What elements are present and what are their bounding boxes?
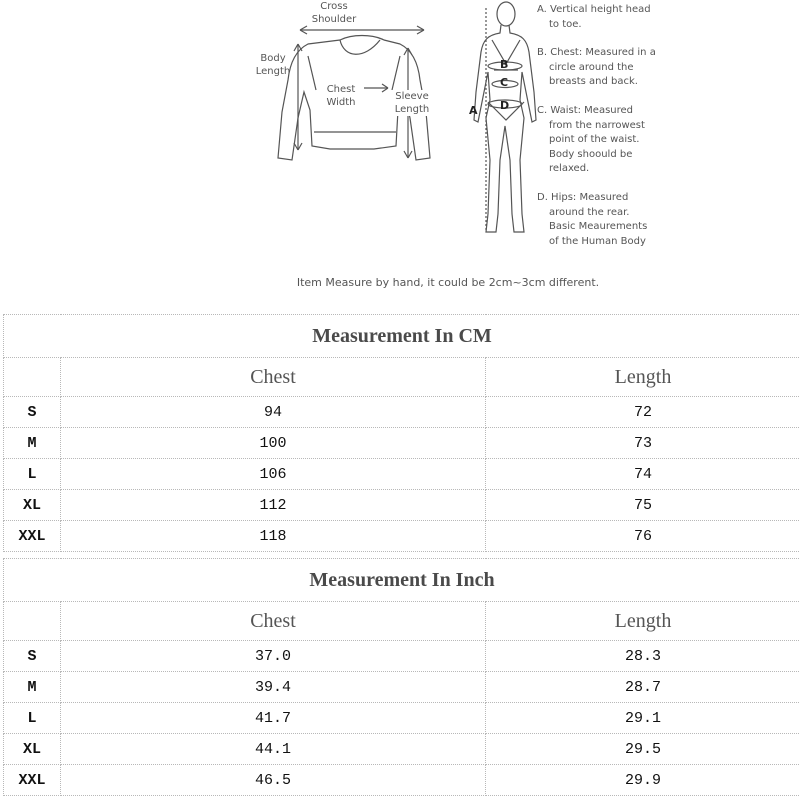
length-value: 29.5 <box>486 734 800 765</box>
legend-item-b: B. Chest: Measured in a circle around the breasts and back. <box>537 47 656 87</box>
chest-value: 46.5 <box>61 765 486 796</box>
label-sleeve-length: Sleeve Length <box>390 90 434 116</box>
size-table-inch <box>3 558 800 796</box>
size-label: S <box>4 397 61 428</box>
length-value: 28.3 <box>486 641 800 672</box>
label-cross-shoulder: Cross Shoulder <box>311 1 357 25</box>
label-chest-width: Chest Width <box>318 83 364 109</box>
chest-value: 100 <box>61 428 486 459</box>
figure-body <box>474 25 536 232</box>
header-blank <box>4 358 61 397</box>
table-row <box>4 459 800 490</box>
length-value: 72 <box>486 397 800 428</box>
table-row <box>4 521 800 552</box>
header-blank <box>4 602 61 641</box>
mark-d: D <box>500 99 510 112</box>
table-row <box>4 428 800 459</box>
header-length: Length <box>486 358 800 397</box>
length-value: 75 <box>486 490 800 521</box>
figure-head <box>497 2 515 26</box>
table-header-row <box>4 358 800 397</box>
mark-c: C <box>500 76 509 89</box>
size-label: XL <box>4 490 61 521</box>
table-row <box>4 734 800 765</box>
measurement-diagram <box>0 0 800 300</box>
size-label: M <box>4 428 61 459</box>
table-title: Measurement In Inch <box>4 559 800 602</box>
length-value: 29.9 <box>486 765 800 796</box>
chest-value: 94 <box>61 397 486 428</box>
legend-item-d: D. Hips: Measured around the rear. Basic Meaurements of the Human Body <box>537 192 648 247</box>
legend-item-a: A. Vertical height head to toe. <box>537 4 651 30</box>
mark-a: A <box>469 104 478 117</box>
table-row <box>4 490 800 521</box>
table-title-row <box>4 559 800 602</box>
size-label: XL <box>4 734 61 765</box>
chest-value: 37.0 <box>61 641 486 672</box>
size-label: XXL <box>4 521 61 552</box>
chest-value: 112 <box>61 490 486 521</box>
size-label: S <box>4 641 61 672</box>
chest-value: 44.1 <box>61 734 486 765</box>
size-table-cm <box>3 314 800 552</box>
table-row <box>4 703 800 734</box>
header-length: Length <box>486 602 800 641</box>
chest-value: 106 <box>61 459 486 490</box>
table-row <box>4 397 800 428</box>
length-value: 29.1 <box>486 703 800 734</box>
label-body-length: Body Length <box>255 53 291 77</box>
header-chest: Chest <box>61 602 486 641</box>
legend-item-c: C. Waist: Measured from the narrowest point of the waist. Body shoould be relaxed. <box>537 105 645 174</box>
table-row <box>4 672 800 703</box>
size-label: XXL <box>4 765 61 796</box>
header-chest: Chest <box>61 358 486 397</box>
length-value: 28.7 <box>486 672 800 703</box>
table-row <box>4 641 800 672</box>
table-title: Measurement In CM <box>4 315 800 358</box>
length-value: 73 <box>486 428 800 459</box>
chest-value: 118 <box>61 521 486 552</box>
length-value: 76 <box>486 521 800 552</box>
table-row <box>4 765 800 796</box>
chest-value: 41.7 <box>61 703 486 734</box>
garment-and-body-illustration <box>0 0 800 300</box>
chest-value: 39.4 <box>61 672 486 703</box>
size-label: L <box>4 703 61 734</box>
length-value: 74 <box>486 459 800 490</box>
size-label: L <box>4 459 61 490</box>
mark-b: B <box>500 58 509 71</box>
size-label: M <box>4 672 61 703</box>
measure-note: Item Measure by hand, it could be 2cm~3cm different. <box>296 276 600 289</box>
table-header-row <box>4 602 800 641</box>
table-title-row <box>4 315 800 358</box>
